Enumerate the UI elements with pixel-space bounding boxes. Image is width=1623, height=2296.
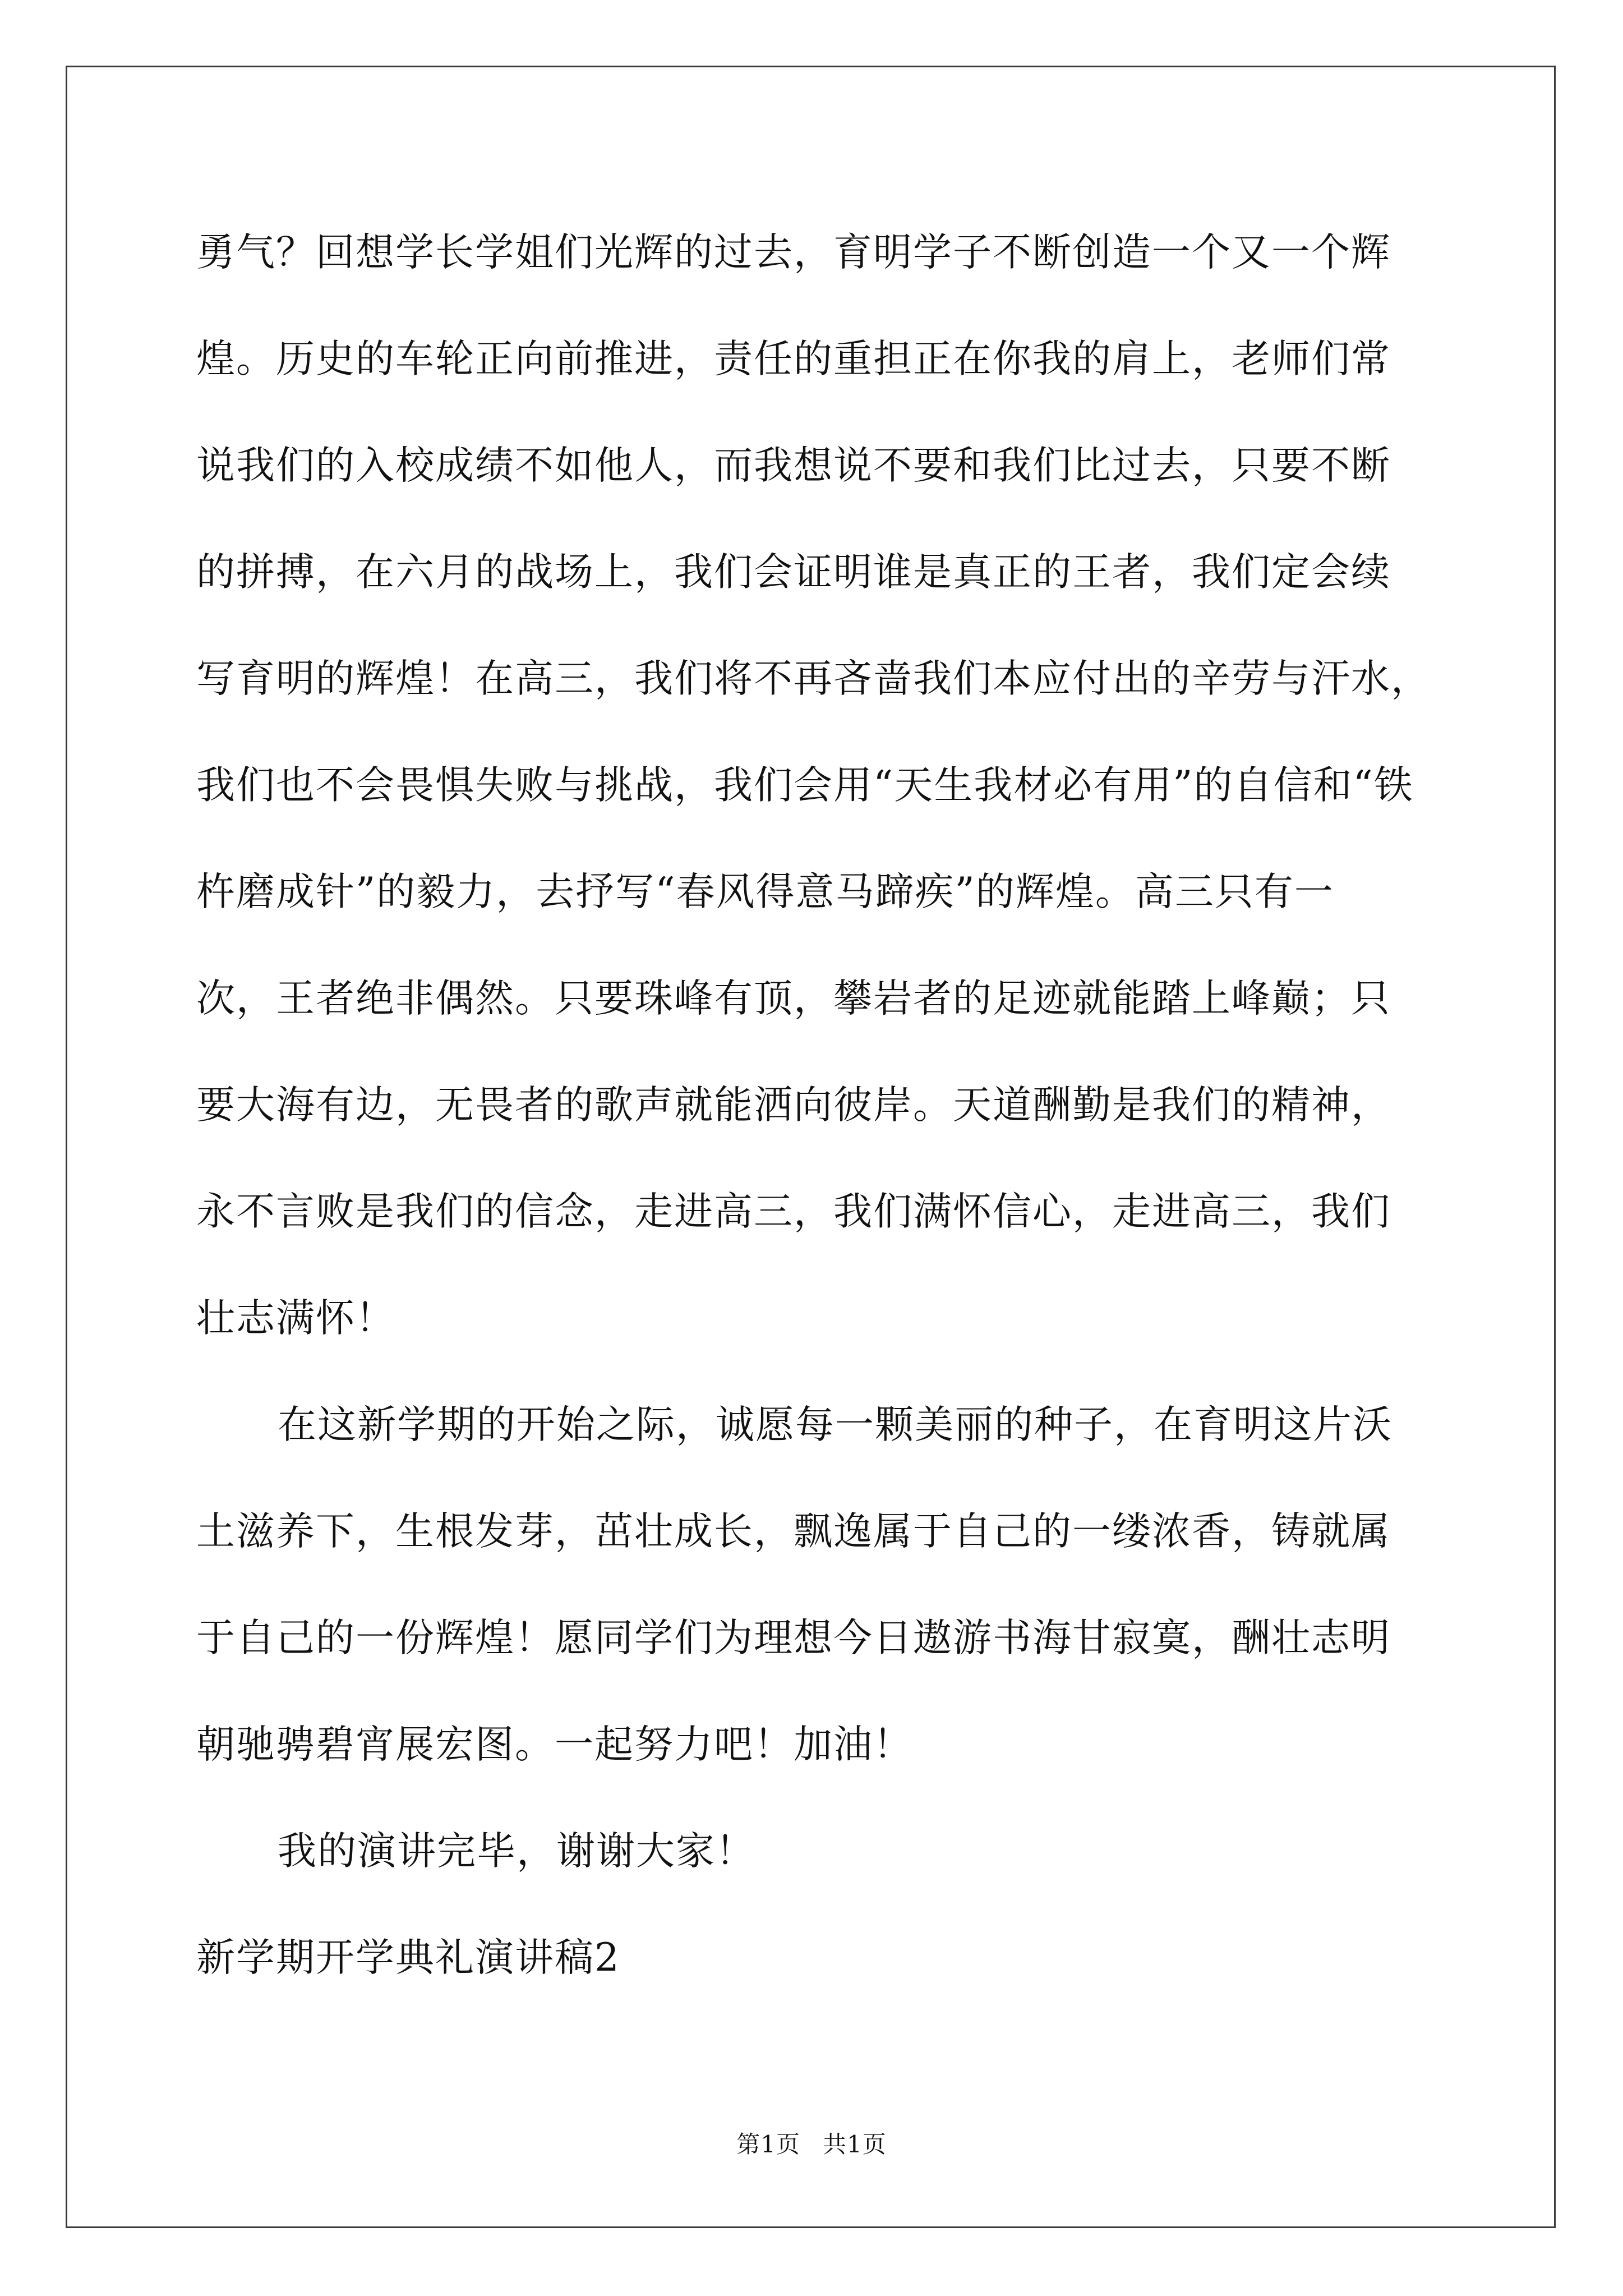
text-line: 要大海有边，无畏者的歌声就能洒向彼岸。天道酬勤是我们的精神， <box>196 1083 1391 1128</box>
text-line: 勇气？回想学长学姐们光辉的过去，育明学子不断创造一个又一个辉 <box>196 230 1391 275</box>
text-line: 我的演讲完毕，谢谢大家！ <box>278 1829 755 1874</box>
section-heading: 新学期开学典礼演讲稿2 <box>196 1935 620 1980</box>
document-body <box>196 199 1430 2011</box>
text-line: 于自己的一份辉煌！愿同学们为理想今日遨游书海甘寂寞，酬壮志明 <box>196 1616 1391 1660</box>
text-line: 说我们的入校成绩不如他人，而我想说不要和我们比过去，只要不断 <box>196 443 1391 488</box>
text-line: 杵磨成针”的毅力，去抒写“春风得意马蹄疾”的辉煌。高三只有一 <box>196 869 1334 914</box>
page-footer <box>0 2126 1623 2160</box>
page-total: 共1页 <box>823 2131 887 2158</box>
text-line: 壮志满怀！ <box>196 1296 395 1341</box>
text-line: 在这新学期的开始之际，诚愿每一颗美丽的种子，在育明这片沃 <box>278 1402 1393 1447</box>
text-line: 的拼搏，在六月的战场上，我们会证明谁是真正的王者，我们定会续 <box>196 550 1391 595</box>
text-line: 我们也不会畏惧失败与挑战，我们会用“天生我材必有用”的自信和“铁 <box>196 763 1414 808</box>
text-line: 写育明的辉煌！在高三，我们将不再吝啬我们本应付出的辛劳与汗水， <box>196 656 1431 701</box>
text-line: 煌。历史的车轮正向前推进，责任的重担正在你我的肩上，老师们常 <box>196 337 1391 381</box>
text-line: 土滋养下，生根发芽，茁壮成长，飘逸属于自己的一缕浓香，铸就属 <box>196 1509 1391 1554</box>
text-line: 永不言败是我们的信念，走进高三，我们满怀信心，走进高三，我们 <box>196 1189 1391 1234</box>
text-line: 次，王者绝非偶然。只要珠峰有顶，攀岩者的足迹就能踏上峰巅；只 <box>196 976 1391 1021</box>
text-line: 朝驰骋碧宵展宏图。一起努力吧！加油！ <box>196 1722 913 1767</box>
page-number: 第1页 <box>736 2131 800 2158</box>
